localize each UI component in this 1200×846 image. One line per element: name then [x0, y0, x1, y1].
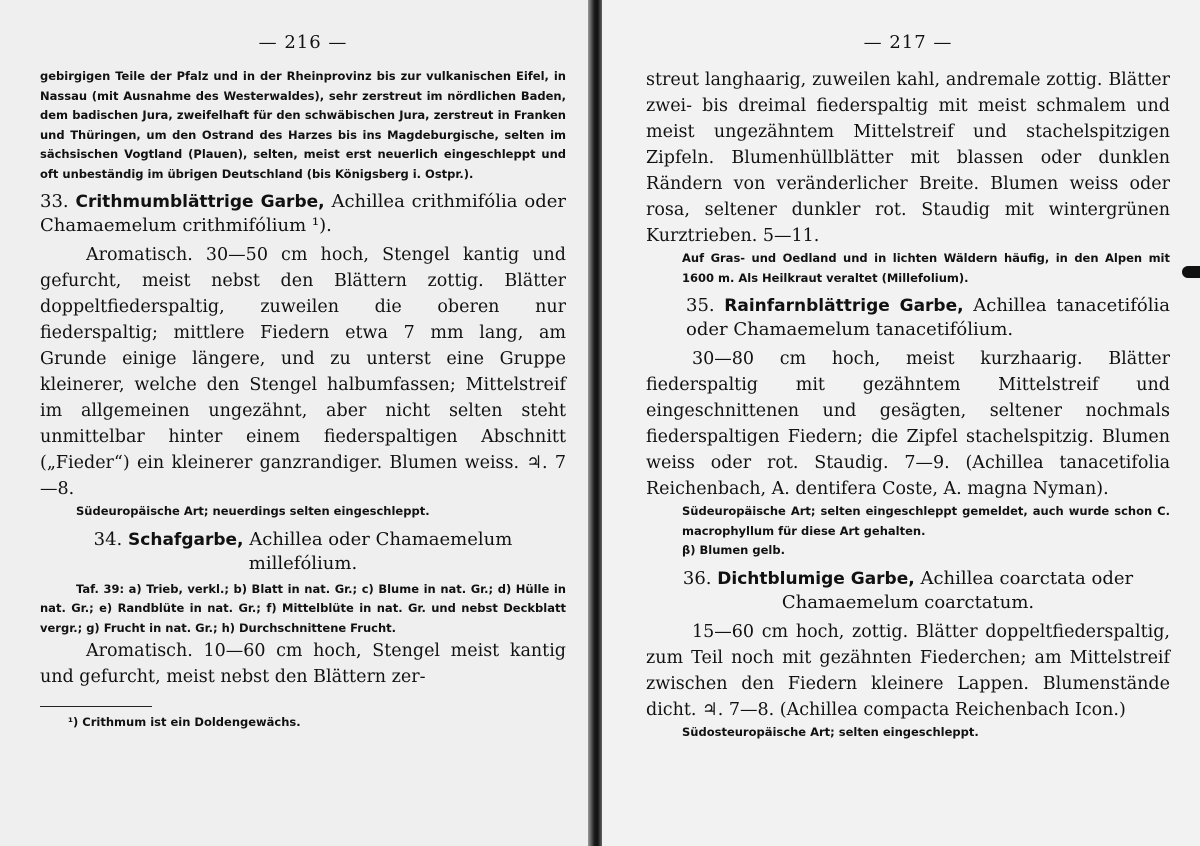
entry-36-german-name: Dichtblumige Garbe, [717, 568, 915, 589]
entry-36-heading [646, 567, 1170, 615]
entry-36-number: 36. [682, 567, 712, 589]
entry-33-heading [40, 190, 566, 238]
left-page [0, 0, 592, 846]
entry-35-variety: β) Blumen gelb. [682, 543, 785, 557]
entry-33-latin-name: Achillea crithmifólia oder Chamaemelum crithmifólium ¹). [40, 191, 566, 236]
entry-34-heading [40, 528, 566, 576]
page-number-216: — 216 — [258, 32, 348, 53]
entry-34-german-name: Schafgarbe, [128, 529, 244, 550]
entry-34-latin-name-1: Achillea oder Chamaemelum [249, 528, 513, 550]
entry-36-description: 15—60 cm hoch, zottig. Blätter doppeltfiederspaltig, zum Teil noch mit gezähnten Fiederchen; am Mittelstreif zwischen den Fiedern kleinere Lappen. Blumenstände dicht. ♃. 7—8. (Achillea compacta Reichenbach Icon.) [646, 621, 1170, 720]
distribution-continuation: gebirgigen Teile der Pfalz und in der Rheinprovinz bis zur vulkanischen Eifel, in Nassau (mit Ausnahme des Westerwaldes), sehr zerstreut im nördlichen Baden, dem badischen Jura, zweifelhaft für den schwäbischen Jura, zerstreut in Franken und Thüringen, um den Ostrand des Harzes bis ins Magdeburgische, selten im sächsischen Vogtland (Plauen), selten, meist erst neuerlich eingeschleppt und oft unbeständig im übrigen Deutschland (bis Königsberg i. Ostpr.). [40, 69, 566, 181]
entry-33-number: 33. [40, 191, 69, 212]
entry-35-heading [646, 294, 1170, 342]
entry-36-latin-name-2: Chamaemelum coarctatum. [781, 591, 1035, 613]
entry-34-latin-name-2: millefólium. [248, 552, 358, 574]
entry-35-number: 35. [686, 295, 715, 316]
entry-35-german-name: Rainfarnblättrige Garbe, [724, 296, 964, 316]
entry-36-latin-name-1: Achillea coarctata oder [920, 567, 1134, 589]
entry-35-description: 30—80 cm hoch, meist kurzhaarig. Blätter fiederspaltig mit gezähntem Mittelstreif und eingeschnittenen und gesägten, seltener nochmals fiederspaltigen Fiedern; die Zipfel stachelspitzig. Blumen weiss oder rot. Staudig. 7—9. (Achillea tanacetifolia Reichenbach, A. dentifera Coste, A. magna Nyman). [646, 349, 1170, 499]
right-page [602, 0, 1200, 846]
entry-34-description: Aromatisch. 10—60 cm hoch, Stengel meist kantig und gefurcht, meist nebst den Blättern zer- [40, 641, 566, 687]
entry-34-number: 34. [93, 528, 123, 550]
edge-ink-mark [1182, 266, 1200, 278]
entry-33-german-name: Crithmumblättrige Garbe, [75, 192, 325, 212]
entry-34-plate-caption: Taf. 39: a) Trieb, verkl.; b) Blatt in nat. Gr.; c) Blume in nat. Gr.; d) Hülle in nat. Gr.; e) Randblüte in nat. Gr.; f) Mittelblüte in nat. Gr. und nebst Deckblatt vergr.; g) Frucht in nat. Gr.; h) Durchschnittene Frucht. [40, 581, 566, 635]
entry-34-continuation: streut langhaarig, zuweilen kahl, andremale zottig. Blätter zwei- bis dreimal fiederspaltig mit meist schmalem und meist ungezähntem Mittelstreif und stachelspitzigen Zipfeln. Blumenhüllblätter mit blassen oder dunklen Rändern von veränderlicher Breite. Blumen weiss oder rosa, seltener dunkler rot. Staudig mit wintergrünen Kurztrieben. 5—11. [646, 70, 1170, 246]
page-number-217: — 217 — [863, 32, 953, 53]
entry-33-distribution: Südeuropäische Art; neuerdings selten eingeschleppt. [76, 504, 430, 518]
entry-34-distribution: Auf Gras- und Oedland und in lichten Wäldern häufig, in den Alpen mit 1600 m. Als Heilkraut veraltet (Millefolium). [682, 251, 1170, 285]
entry-35-latin-name: Achillea tanacetifólia oder Chamaemelum tanacetifólium. [686, 295, 1170, 340]
footnote: ¹) Crithmum ist ein Doldengewächs. [68, 715, 301, 729]
entry-35-distribution: Südeuropäische Art; selten eingeschleppt gemeldet, auch wurde schon C. macrophyllum für diese Art gehalten. [682, 504, 1170, 538]
entry-36-distribution: Südosteuropäische Art; selten eingeschleppt. [682, 724, 979, 739]
entry-33-description: Aromatisch. 30—50 cm hoch, Stengel kantig und gefurcht, meist nebst den Blättern zottig. Blätter doppeltfiederspaltig, zuweilen die oberen nur fiederspaltig; mittlere Fiedern etwa 7 mm lang, am Grunde einige längere, und zu unterst eine Gruppe kleinerer, welche den Stengel halbumfassen; Mittelstreif im allgemeinen ungezähnt, aber nicht selten steht unmittelbar hinter einem fiederspaltigen Abschnitt („Fieder“) ein kleinerer ganzrandiger. Blumen weiss. ♃. 7—8. [40, 245, 566, 499]
footnote-rule [40, 706, 152, 707]
